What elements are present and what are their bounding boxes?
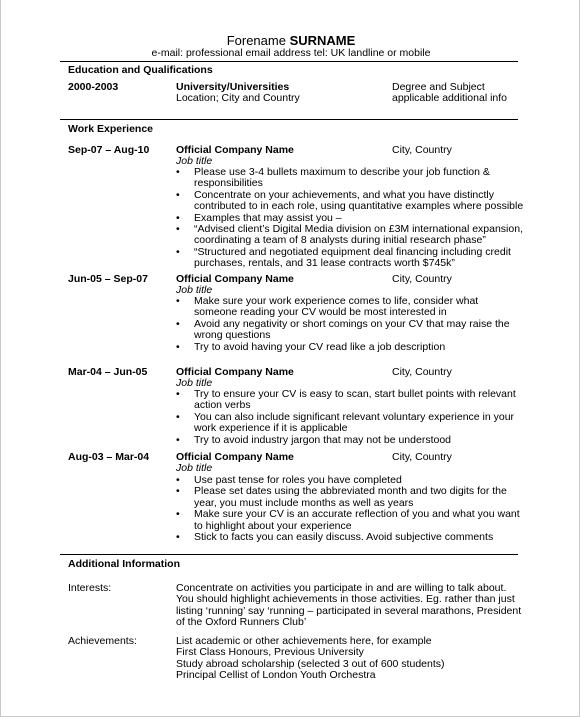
contact-line: e-mail: professional email address tel: UK landline or mobile (151, 47, 431, 59)
list-item: • Try to avoid having your CV read like a job description (176, 342, 524, 353)
achievements-label: Achievements: (68, 635, 137, 647)
list-item: • Use past tense for roles you have completed (176, 475, 524, 486)
education-heading: Education and Qualifications (68, 64, 213, 76)
list-item: • Make sure your CV is an accurate reflection of you and what you want to highlight about your experience (176, 509, 524, 532)
list-item: • Try to ensure your CV is easy to scan, start bullet points with relevant action verbs (176, 389, 524, 412)
education-dates: 2000-2003 (68, 81, 119, 93)
job-title: Job title (176, 462, 213, 474)
job-title: Job title (176, 155, 213, 167)
divider (60, 554, 518, 555)
achievements-list (176, 636, 526, 682)
job-location: City, Country (392, 366, 452, 378)
job-bullets (176, 389, 524, 446)
job-dates: Sep-07 – Aug-10 (68, 144, 150, 156)
list-item: Principal Cellist of London Youth Orchestra (176, 669, 376, 682)
list-item: Study abroad scholarship (selected 3 out of 600 students) (176, 657, 445, 670)
job-bullets (176, 475, 524, 543)
list-item: • “Advised client’s Digital Media division on £3M international expansion, coordinating a team of 8 analysts during initial research phase” (176, 224, 524, 247)
job-bullets (176, 167, 524, 270)
list-item: • Stick to facts you can easily discuss. Avoid subjective comments (176, 532, 524, 543)
job-company: Official Company Name (176, 451, 294, 463)
list-item: • Try to avoid industry jargon that may not be understood (176, 435, 524, 446)
list-item: • Concentrate on your achievements, and what you have distinctly contributed to in each role, using quantitative examples where possible (176, 190, 524, 213)
additional-heading: Additional Information (68, 558, 180, 570)
job-title: Job title (176, 377, 213, 389)
interests-label: Interests: (68, 582, 112, 594)
institution-location: Location; City and Country (176, 92, 300, 104)
job-company: Official Company Name (176, 144, 294, 156)
list-item: • Examples that may assist you – (176, 213, 524, 224)
divider (60, 119, 518, 120)
list-item: • Please use 3-4 bullets maximum to describe your job function & responsibilities (176, 167, 524, 190)
job-location: City, Country (392, 144, 452, 156)
surname: SURNAME (289, 33, 356, 48)
list-item: List academic or other achievements here, for example (176, 635, 432, 647)
divider (60, 61, 518, 62)
job-location: City, Country (392, 273, 452, 285)
institution: University/Universities (176, 81, 290, 93)
job-bullets (176, 296, 524, 353)
candidate-name (1, 33, 580, 48)
job-company: Official Company Name (176, 273, 294, 285)
job-dates: Jun-05 – Sep-07 (68, 273, 148, 285)
list-item: • “Structured and negotiated equipment deal financing including credit purchases, rentals, and 31 lease contracts worth $745k” (176, 247, 524, 270)
degree-info: applicable additional info (392, 92, 508, 104)
job-dates: Aug-03 – Mar-04 (68, 451, 150, 463)
job-title: Job title (176, 284, 213, 296)
list-item: First Class Honours, Previous University (176, 646, 364, 659)
list-item: • Make sure your work experience comes to life, consider what someone reading your CV would be most interested in (176, 296, 524, 319)
list-item: • You can also include significant relevant voluntary experience in your work experience if it is applicable (176, 412, 524, 435)
job-company: Official Company Name (176, 366, 294, 378)
interests-text: Concentrate on activities you participate in and are willing to talk about. You should highlight achievements in those activities. Eg. rather than just listing ‘running’ say ‘running – participated in several marathons, President of the Oxford Runners Club’ (176, 582, 522, 629)
job-dates: Mar-04 – Jun-05 (68, 366, 148, 378)
work-heading: Work Experience (68, 123, 154, 135)
forename: Forename (226, 33, 286, 48)
list-item: • Avoid any negativity or short comings on your CV that may raise the wrong questions (176, 319, 524, 342)
job-location: City, Country (392, 451, 452, 463)
list-item: • Please set dates using the abbreviated month and two digits for the year, you must include months as well as years (176, 486, 524, 509)
degree: Degree and Subject (392, 81, 485, 93)
